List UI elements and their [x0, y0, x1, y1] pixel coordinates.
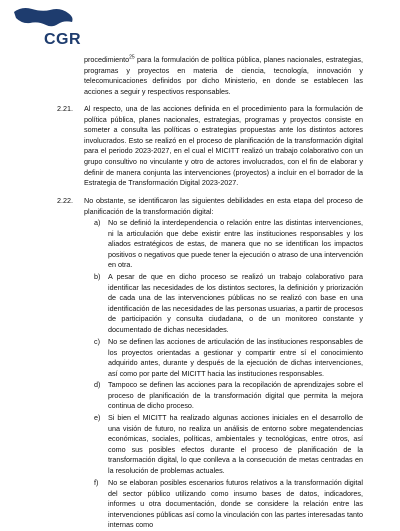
list-item-text: Tampoco se definen las acciones para la recopilación de aprendizajes sobre el proceso de planificación de la transformación digital que permita la mejora continua de dicho proceso.: [108, 380, 363, 411]
list-item-text: Si bien el MICITT ha realizado algunas acciones iniciales en el desarrollo de una visión de futuro, no realiza un análisis de entorno sobre megatendencias económicas, sociales, políticas, ambientales y tecnológicas, entre otros, así como sus posibles efectos durante el proceso de planificación de la transformación digital, lo que conlleva a la consecución de metas centradas en la resolución de problemas actuales.: [108, 413, 363, 475]
list-item-text: No se elaboran posibles escenarios futuros relativos a la transformación digital del sector público utilizando como insumo bases de datos, indicadores, informes u otra documentación, donde se considere la relación entre las intervenciones públicas así como la vinculación con las partes interesadas tanto internas como: [108, 478, 363, 530]
list-item-text: No se definió la interdependencia o relación entre las distintas intervenciones, ni la articulación que debe existir entre las instituciones responsables y los aliados estratégicos de estas, de manera que no se identifican los impactos positivos o negativos que puede tener la ejecución o atraso de una intervención en otra.: [108, 218, 363, 270]
section-paragraph: No obstante, se identificaron las siguientes debilidades en esta etapa del proceso de planificación de la transformación digital:: [84, 196, 363, 216]
list-item-letter: d): [94, 380, 101, 389]
list-item-letter: b): [94, 272, 101, 281]
list-item-letter: c): [94, 337, 100, 346]
footnote-ref[interactable]: 25: [129, 54, 135, 61]
cgr-logo: [12, 4, 90, 48]
section-paragraph: Al respecto, una de las acciones definida en el procedimiento para la formulación de política pública, planes nacionales, estrategias, programas y proyectos consiste en someter a consulta las políticas o estrategias propuestas ante los distintos actores involucrados. Esto se realizó en el proceso de planificación de la transformación digital para el periodo 2023-2027, en el cual el MICITT realizó un trabajo colaborativo con un grupo consultivo no vinculante y otro de actores involucrados, con el fin de elaborar y definir de manera conjunta las intervenciones (proyectos) a incluir en el borrador de la Estrategia de Transformación Digital 2023-2027.: [84, 104, 363, 188]
list-item-text: No se definen las acciones de articulación de las instituciones responsables de los proyectos orientadas a gestionar y compartir entre sí el conocimiento adquirido antes, durante y después de la ejecución de dichas intervenciones, así como por parte del MICITT hacia las instituciones responsables.: [108, 337, 363, 378]
intro-paragraph: [84, 55, 363, 97]
intro-rest: para la formulación de política pública, planes nacionales, estrategias, programas y proyectos en materia de ciencia, tecnología, innovación y telecomunicaciones definidos por dicho Ministerio, en donde se establecen las acciones a seguir y respectivos responsables.: [84, 55, 363, 96]
logo-text: CGR: [44, 31, 82, 48]
intro-lead: procedimiento: [84, 55, 130, 64]
section-number: 2.22.: [57, 196, 73, 205]
list-item-letter: a): [94, 218, 101, 227]
list-item-letter: f): [94, 478, 99, 487]
list-item-letter: e): [94, 413, 101, 422]
costa-rica-map-icon: [12, 4, 90, 34]
list-item-text: A pesar de que en dicho proceso se realizó un trabajo colaborativo para identificar las necesidades de los distintos sectores, la definición y priorización de cada una de las intervenciones públicas no se realizó con base en una identificación de las necesidades de las personas usuarias, a partir de procesos de participación y consulta ciudadana, o de un monitoreo constante y documentado de dichas necesidades.: [108, 272, 363, 334]
section-number: 2.21.: [57, 104, 73, 113]
